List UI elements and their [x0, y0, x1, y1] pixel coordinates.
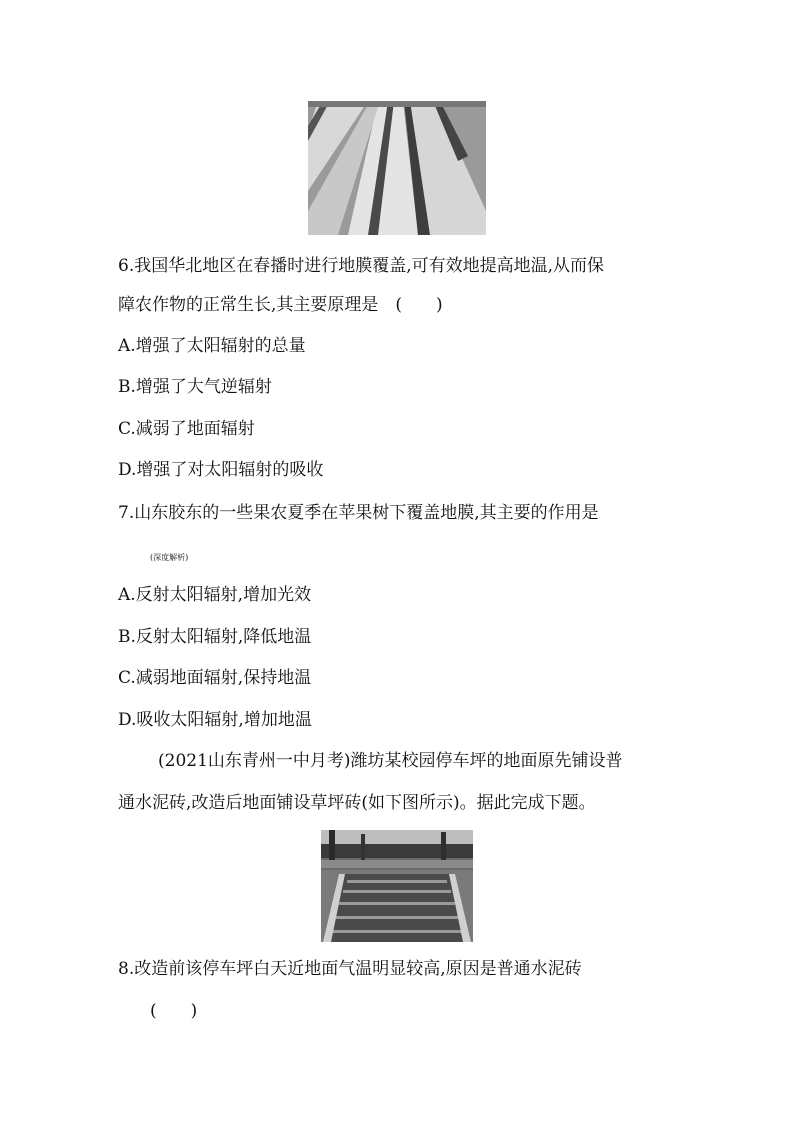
q7-stem-line1: 7.山东胶东的一些果农夏季在苹果树下覆盖地膜,其主要的作用是: [118, 503, 599, 523]
mulch-film-photo: [308, 101, 486, 235]
grass-paver-photo: [321, 830, 473, 942]
q7-tag: (深度解析): [150, 553, 189, 562]
q6-option-a: A.增强了太阳辐射的总量: [118, 336, 306, 356]
q7-option-c: C.减弱地面辐射,保持地温: [118, 668, 312, 688]
q8-answer-blank: ( ): [150, 1001, 198, 1021]
q7-option-d: D.吸收太阳辐射,增加地温: [118, 710, 312, 730]
q6-stem-line1: 6.我国华北地区在春播时进行地膜覆盖,可有效地提高地温,从而保: [118, 256, 605, 276]
q7-option-b: B.反射太阳辐射,降低地温: [118, 627, 312, 647]
q7-option-a: A.反射太阳辐射,增加光效: [118, 585, 312, 605]
q6-stem-line2: 障农作物的正常生长,其主要原理是 ( ): [118, 295, 443, 315]
q6-option-c: C.减弱了地面辐射: [118, 419, 255, 439]
intro-line1: (2021山东青州一中月考)潍坊某校园停车坪的地面原先铺设普: [158, 751, 623, 771]
q6-option-d: D.增强了对太阳辐射的吸收: [118, 460, 324, 480]
intro-line2: 通水泥砖,改造后地面铺设草坪砖(如下图所示)。据此完成下题。: [118, 793, 596, 813]
q8-stem-line1: 8.改造前该停车坪白天近地面气温明显较高,原因是普通水泥砖: [118, 959, 582, 979]
q6-option-b: B.增强了大气逆辐射: [118, 377, 272, 397]
